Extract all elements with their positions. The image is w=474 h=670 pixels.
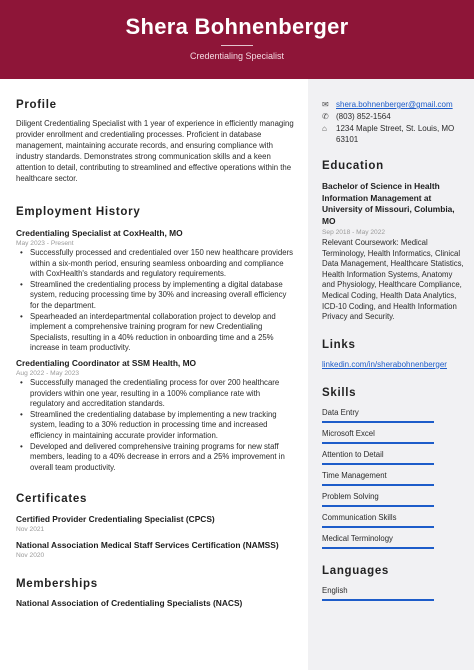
- job-dates: Aug 2022 - May 2023: [16, 369, 80, 377]
- skill-label: Communication Skills: [322, 512, 397, 522]
- skill-level-fill: [322, 547, 434, 549]
- contact-address: [322, 123, 464, 145]
- sidebar: [308, 79, 474, 670]
- skill-level-fill: [322, 421, 434, 423]
- skill-bar: [322, 547, 434, 549]
- envelope-icon: ✉: [322, 100, 329, 109]
- skill-item: [322, 429, 464, 444]
- job-bullet: • Streamlined the credentialing process by implementing a digital database system, reducing processing time by 30% and increasing overall efficiency for the department.: [16, 280, 294, 312]
- skill-label: Problem Solving: [322, 491, 379, 501]
- education-heading: Education: [322, 160, 384, 172]
- phone-text: (803) 852-1564: [336, 112, 391, 121]
- skill-item: [322, 408, 464, 423]
- phone-icon: ✆: [322, 112, 329, 121]
- job-bullet: • Spearheaded an interdepartmental collaboration project to develop and implement a comprehensive training program for new Credentialing Specialists, resulting in a 40% reduction in onboarding time and a 25% increase in team productivity.: [16, 312, 294, 354]
- job-bullets: [16, 248, 294, 354]
- certificates-heading: Certificates: [16, 493, 88, 506]
- skill-bar: [322, 526, 434, 528]
- skill-bar: [322, 484, 434, 486]
- employment-heading: Employment History: [16, 206, 141, 218]
- education-dates: Sep 2018 - May 2022: [322, 229, 386, 236]
- skills-list: [322, 408, 464, 549]
- contact-email: [322, 99, 464, 110]
- language-bar: [322, 599, 434, 601]
- skill-item: [322, 513, 464, 528]
- memberships-heading: Memberships: [16, 578, 98, 591]
- resume-header: [0, 0, 474, 79]
- skill-level-fill: [322, 526, 434, 528]
- job-bullet: • Successfully processed and credentialed over 150 new healthcare providers within a six-month period, ensuring seamless onboarding and compliance with CoxHealth's standards and regulatory requirements.: [16, 248, 294, 280]
- skill-item: [322, 534, 464, 549]
- skill-label: Microsoft Excel: [322, 428, 375, 438]
- education-coursework: Relevant Coursework: Medical Terminology, Health Informatics, Clinical Data Management, Healthcare Statistics, Health Information Systems, Anatomy and Physiology, Healthcare Compliance, Medical Coding, Health Data Analytics, ICD-10 Coding, and Health Information Privacy and Security.: [322, 238, 464, 322]
- certificate-item: [16, 540, 294, 559]
- skill-bar: [322, 505, 434, 507]
- address-text: 1234 Maple Street, St. Louis, MO 63101: [336, 124, 455, 144]
- contact-phone: [322, 111, 464, 122]
- job-entry: [16, 358, 294, 473]
- skill-bar: [322, 442, 434, 444]
- languages-heading: Languages: [322, 564, 390, 577]
- certificate-date: Nov 2021: [16, 526, 45, 534]
- language-label: English: [322, 585, 348, 595]
- skill-label: Data Entry: [322, 407, 359, 417]
- language-item: [322, 586, 464, 601]
- job-role: Credentialing Specialist: [189, 51, 285, 61]
- home-icon: ⌂: [322, 124, 327, 133]
- skill-item: [322, 450, 464, 465]
- profile-heading: Profile: [16, 99, 57, 111]
- job-bullet: • Developed and delivered comprehensive training programs for new staff members, leading to a 40% decrease in errors and a 25% improvement in overall team productivity.: [16, 442, 294, 474]
- candidate-name: Shera Bohnenberger: [125, 14, 349, 39]
- job-title: Credentialing Specialist at CoxHealth, MO: [16, 228, 183, 238]
- certificate-name: National Association Medical Staff Services Certification (NAMSS): [16, 540, 279, 551]
- profile-text: Diligent Credentialing Specialist with 1 year of experience in efficiently managing provider enrollment and credentialing processes. Proficient in database management, maintaining accurate records, and ensuring compliance with industry standards. Demonstrates strong communication skills and a keen attention to detail, contributing to streamlined and effective operations within the healthcare sector.: [16, 119, 294, 183]
- skill-label: Time Management: [322, 470, 387, 480]
- job-bullets: [16, 378, 294, 473]
- skill-bar: [322, 463, 434, 465]
- links-heading: Links: [322, 338, 356, 351]
- certificate-date: Nov 2020: [16, 552, 45, 560]
- certificate-item: [16, 514, 294, 533]
- language-level-fill: [322, 599, 434, 601]
- skill-item: [322, 471, 464, 486]
- job-entry: [16, 228, 294, 354]
- main-column: [0, 79, 308, 670]
- skill-bar: [322, 421, 434, 423]
- job-dates: May 2023 - Present: [16, 240, 74, 247]
- skill-item: [322, 492, 464, 507]
- skill-label: Attention to Detail: [322, 449, 384, 459]
- skill-level-fill: [322, 484, 434, 486]
- skill-label: Medical Terminology: [322, 533, 393, 543]
- job-bullet: • Successfully managed the credentialing process for over 200 healthcare providers within one year, resulting in a 100% compliance rate with regulatory and accreditation standards.: [16, 378, 294, 410]
- skills-heading: Skills: [322, 386, 357, 399]
- skill-level-fill: [322, 442, 434, 444]
- education-degree: Bachelor of Science in Health Information Management at University of Missouri, Columbia, MO: [322, 181, 455, 226]
- skill-level-fill: [322, 463, 434, 465]
- skill-level-fill: [322, 505, 434, 507]
- email-link[interactable]: shera.bohnenberger@gmail.com: [336, 100, 453, 109]
- job-bullet: • Streamlined the credentialing database by implementing a new tracking system, leading to a 30% reduction in processing time and increased efficiency in maintaining accurate provider information.: [16, 410, 294, 442]
- linkedin-link[interactable]: linkedin.com/in/sherabohnenberger: [322, 359, 447, 369]
- membership-item: National Association of Credentialing Specialists (NACS): [16, 598, 243, 609]
- certificate-name: Certified Provider Credentialing Specialist (CPCS): [16, 514, 215, 525]
- job-title: Credentialing Coordinator at SSM Health, MO: [16, 357, 197, 368]
- header-divider: [221, 45, 253, 46]
